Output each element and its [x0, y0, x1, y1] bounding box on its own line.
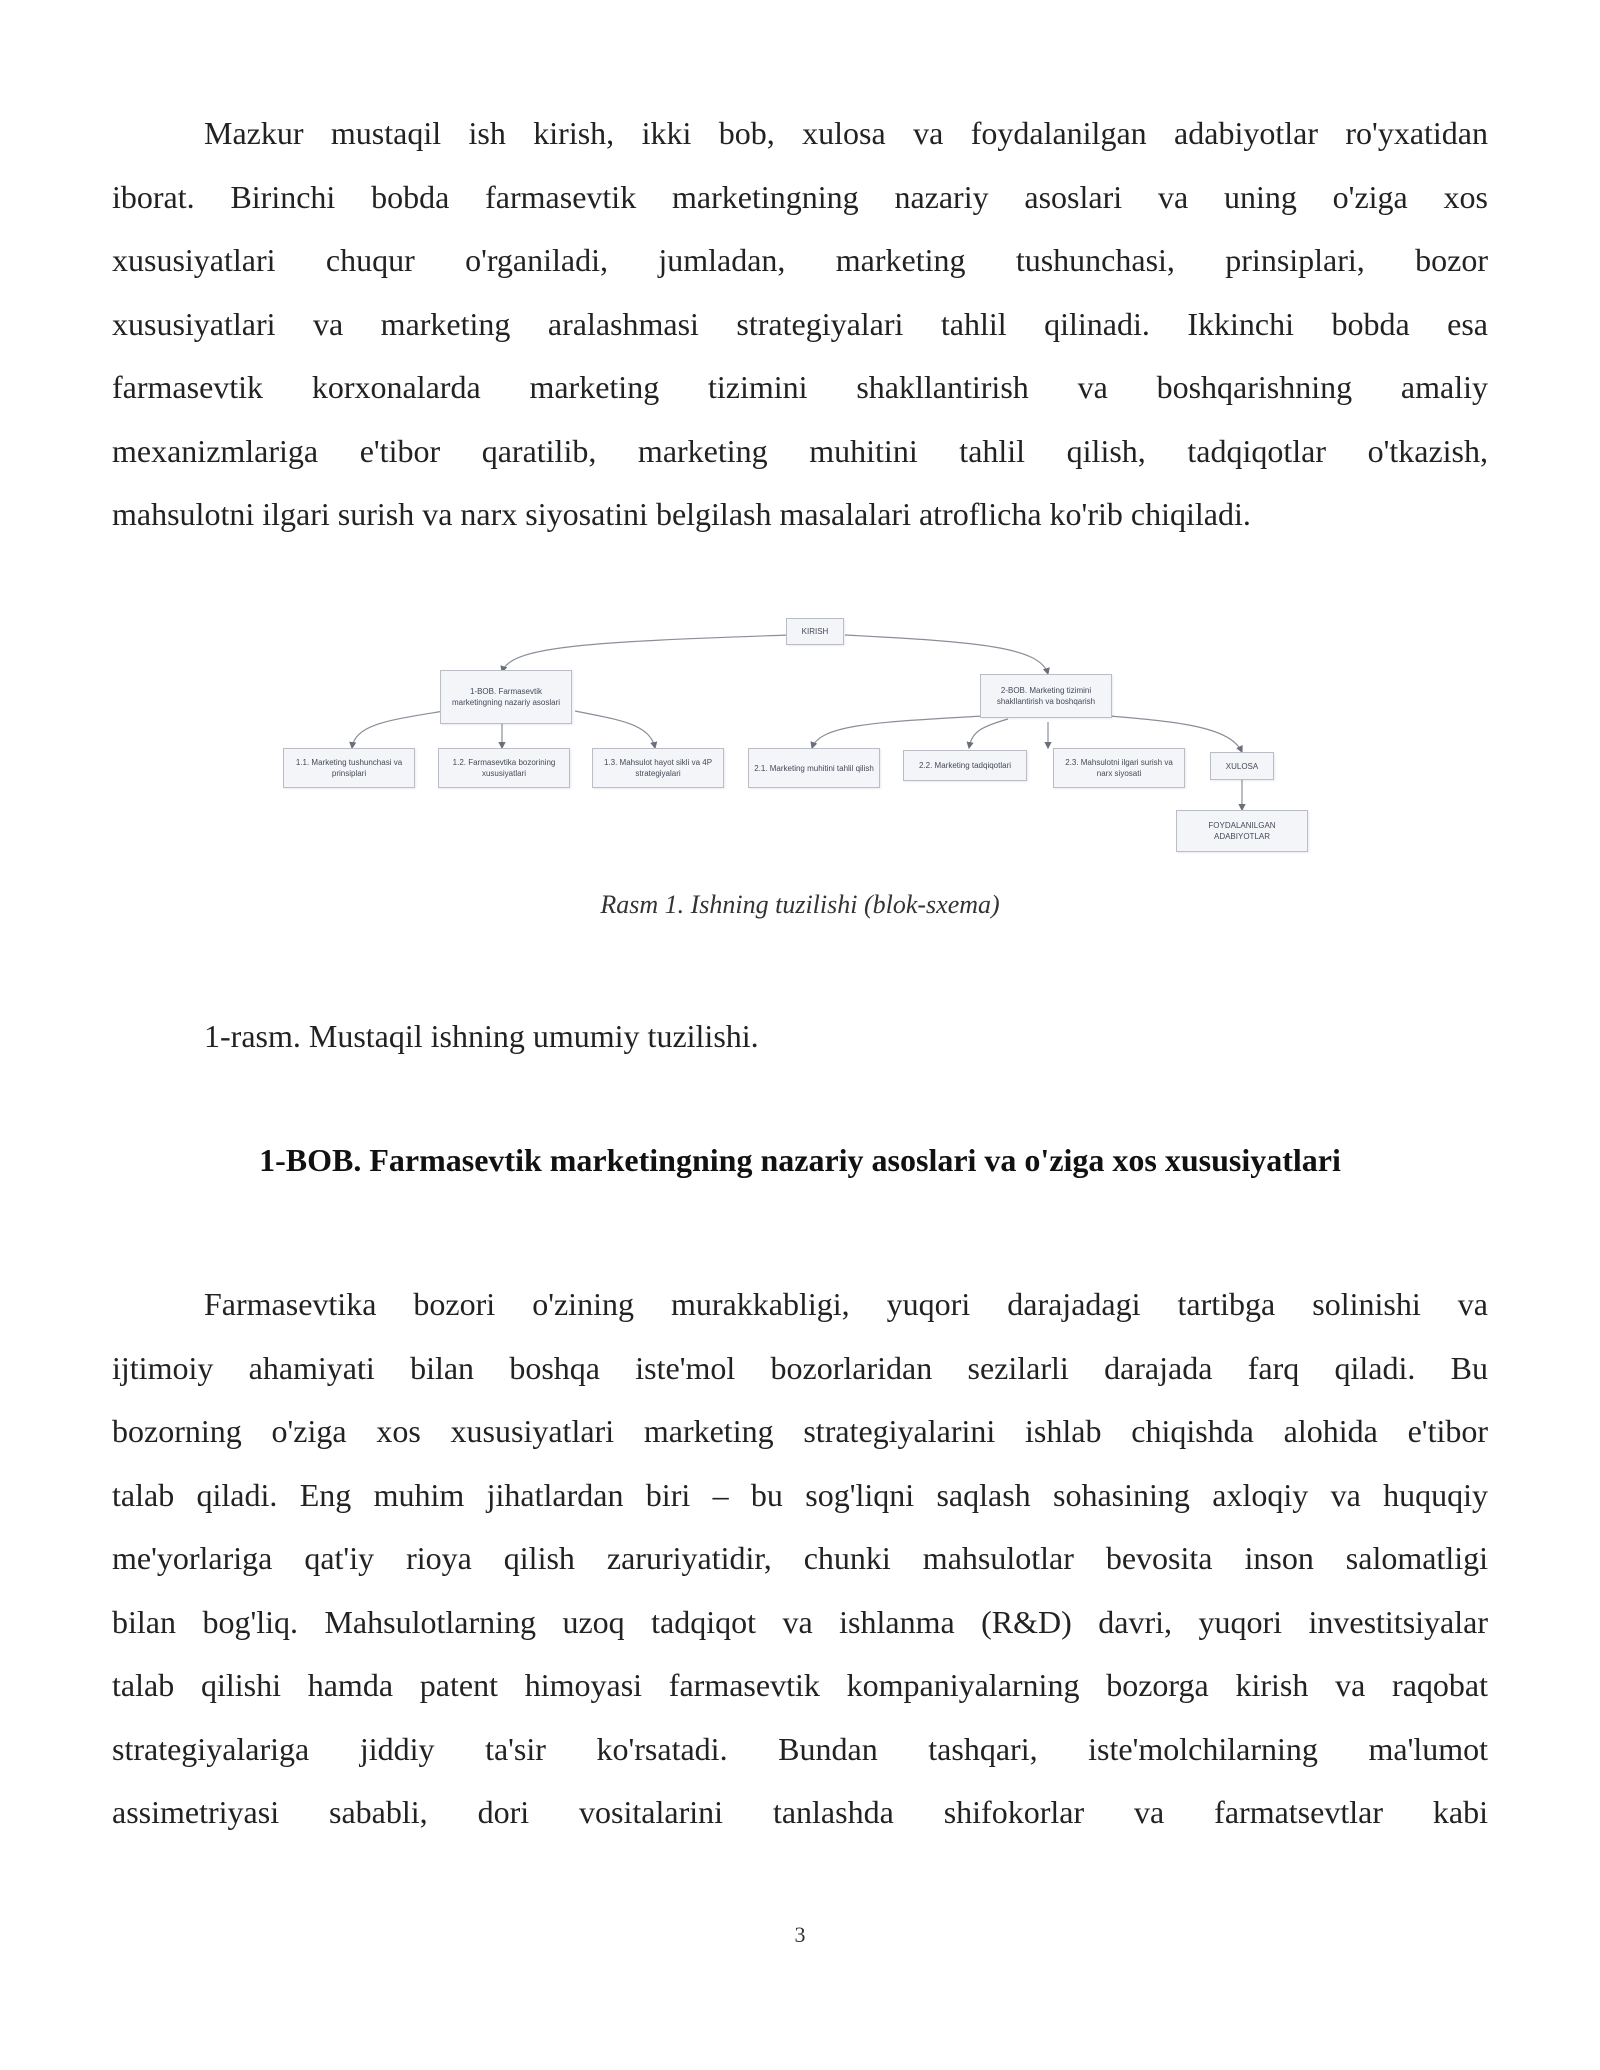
connector [812, 716, 983, 748]
structure-diagram [280, 612, 1330, 862]
diagram-node-section-1-1: 1.1. Marketing tushunchasi va prinsiplari [283, 748, 415, 788]
diagram-node-section-1-2: 1.2. Farmasevtika bozorining xususiyatlari [438, 748, 570, 788]
paragraph-line: Mazkur mustaqil ish kirish, ikki bob, xulosa va foydalanilgan adabiyotlar ro'yxatidan [204, 115, 1488, 151]
connector [1110, 716, 1242, 752]
page-number: 3 [794, 1922, 806, 1947]
paragraph-line: talab qilishi hamda patent himoyasi farmasevtik kompaniyalarning bozorga kirish va raqobat [112, 1667, 1488, 1703]
paragraph-line: me'yorlariga qat'iy rioya qilish zaruriyatidir, chunki mahsulotlar bevosita inson salomatligi [112, 1540, 1488, 1576]
connector [352, 711, 444, 748]
diagram-node-section-2-2: 2.2. Marketing tadqiqotlari [903, 750, 1027, 781]
paragraph-line: strategiyalariga jiddiy ta'sir ko'rsatadi. Bundan tashqari, iste'molchilarning ma'lumot [112, 1730, 1488, 1767]
chapter-heading: 1-BOB. Farmasevtik marketingning nazariy asoslari va o'ziga xos xususiyatlari [259, 1142, 1341, 1178]
paragraph-line: mahsulotni ilgari surish va narx siyosatini belgilash masalalari atroflicha ko'rib chiqiladi. [112, 496, 1251, 532]
paragraph-line: bilan bog'liq. Mahsulotlarning uzoq tadqiqot va ishlanma (R&D) davri, yuqori investitsiyalar [112, 1603, 1488, 1640]
diagram-node-xulosa: XULOSA [1210, 752, 1274, 780]
diagram-node-references: FOYDALANILGAN ADABIYOTLAR [1176, 810, 1308, 852]
diagram-node-section-1-3: 1.3. Mahsulot hayot sikli va 4P strategiyalari [592, 748, 724, 788]
diagram-node-chapter-1: 1-BOB. Farmasevtik marketingning nazariy asoslari [440, 670, 572, 724]
connector [502, 635, 790, 672]
diagram-node-chapter-2: 2-BOB. Marketing tizimini shakllantirish va boshqarish [980, 674, 1112, 718]
paragraph-line: iborat. Birinchi bobda farmasevtik marketingning nazariy asoslari va uning o'ziga xos [112, 178, 1488, 215]
chapter-paragraph [112, 1273, 1488, 1845]
paragraph-line: xususiyatlari va marketing aralashmasi strategiyalari tahlil qilinadi. Ikkinchi bobda esa [112, 305, 1488, 342]
diagram-connectors [280, 612, 1330, 862]
connector [969, 719, 1008, 748]
paragraph-line: talab qiladi. Eng muhim jihatlardan biri – bu sog'liqni saqlash sohasining axloqiy va huquqiy [112, 1476, 1488, 1513]
paragraph-line: farmasevtik korxonalarda marketing tizimini shakllantirish va boshqarishning amaliy [112, 369, 1488, 405]
connector [575, 711, 655, 748]
diagram-node-section-2-1: 2.1. Marketing muhitini tahlil qilish [748, 748, 880, 788]
figure-note: 1-rasm. Mustaqil ishning umumiy tuzilishi. [204, 1018, 759, 1054]
figure-caption: Rasm 1. Ishning tuzilishi (blok-sxema) [600, 890, 1000, 919]
diagram-node-section-2-3: 2.3. Mahsulotni ilgari surish va narx siyosati [1053, 748, 1185, 788]
paragraph-line: bozorning o'ziga xos xususiyatlari marketing strategiyalarini ishlab chiqishda alohida e'tibor [112, 1413, 1488, 1449]
paragraph-line: assimetriyasi sababli, dori vositalarini tanlashda shifokorlar va farmatsevtlar kabi [112, 1794, 1488, 1830]
paragraph-line: mexanizmlariga e'tibor qaratilib, marketing muhitini tahlil qilish, tadqiqotlar o'tkazish, [112, 432, 1488, 469]
intro-paragraph [112, 102, 1488, 547]
paragraph-line: Farmasevtika bozori o'zining murakkabligi, yuqori darajadagi tartibga solinishi va [204, 1286, 1488, 1322]
diagram-node-kirish: KIRISH [786, 618, 844, 645]
paragraph-line: ijtimoiy ahamiyati bilan boshqa iste'mol bozorlaridan sezilarli darajada farq qiladi. Bu [112, 1349, 1488, 1386]
connector [845, 635, 1048, 674]
paragraph-line: xususiyatlari chuqur o'rganiladi, jumladan, marketing tushunchasi, prinsiplari, bozor [112, 242, 1488, 278]
